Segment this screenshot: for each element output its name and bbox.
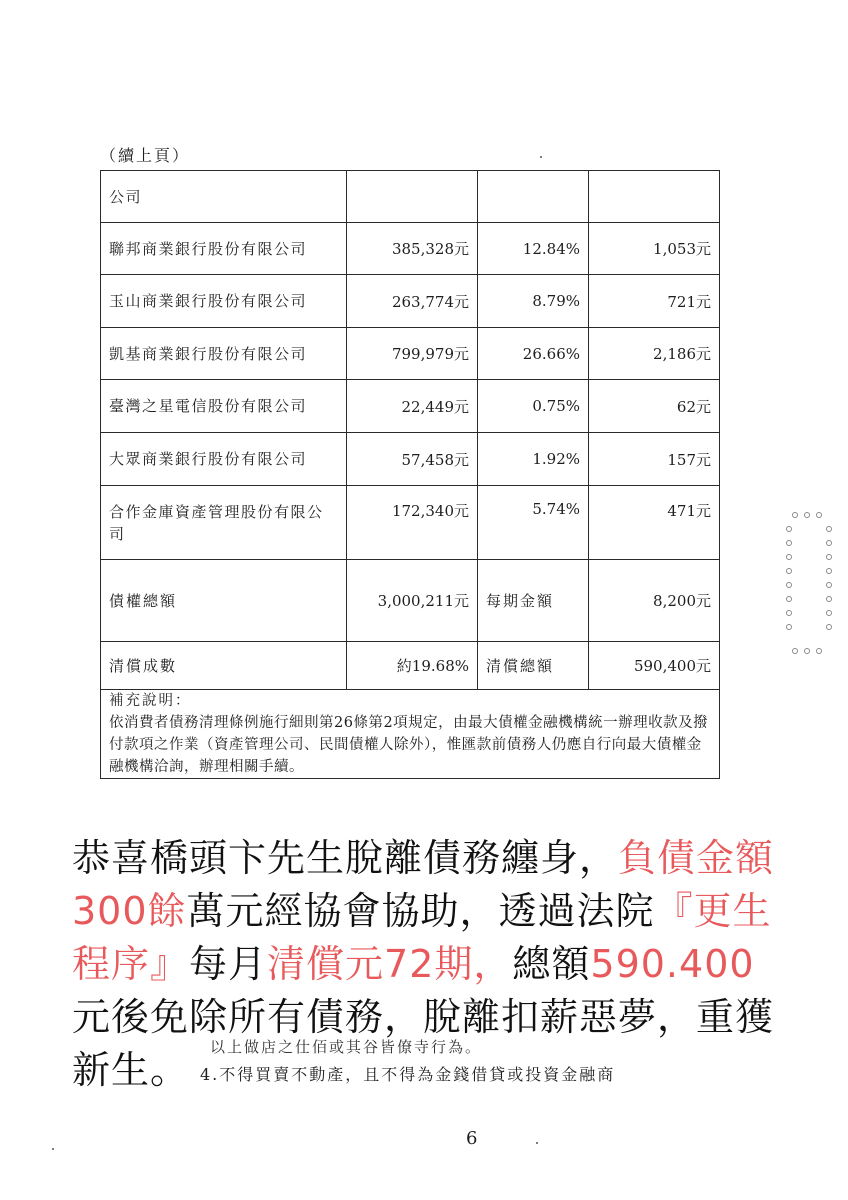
creditor-name: 合作金庫資產管理股份有限公司	[101, 486, 347, 560]
creditor-payment: 471元	[589, 486, 720, 560]
creditor-amount: 385,328元	[347, 223, 478, 275]
repay-rate-label: 清償成數	[101, 642, 347, 690]
table-row	[101, 328, 720, 380]
creditor-amount: 57,458元	[347, 433, 478, 486]
hole-mark	[786, 540, 792, 546]
rule-item-4: 4.不得買賣不動產，且不得為金錢借貸或投資金融商	[200, 1065, 616, 1084]
notes-cell	[101, 690, 720, 779]
creditor-name: 玉山商業銀行股份有限公司	[101, 275, 347, 328]
hole-mark	[792, 648, 798, 654]
installment-value: 8,200元	[589, 560, 720, 642]
hole-mark	[786, 582, 792, 588]
table-row	[101, 486, 720, 560]
hole-mark	[826, 554, 832, 560]
banner-highlight: 590.400	[590, 942, 755, 986]
hole-mark	[826, 596, 832, 602]
repay-total-value: 590,400元	[589, 642, 720, 690]
banner-highlight: 負債金額300餘	[72, 836, 775, 933]
creditor-amount: 263,774元	[347, 275, 478, 328]
repay-total-label: 清償總額	[478, 642, 589, 690]
creditor-ratio: 5.74%	[478, 486, 589, 560]
creditor-amount: 799,979元	[347, 328, 478, 380]
hole-mark	[826, 624, 832, 630]
total-debt-value: 3,000,211元	[347, 560, 478, 642]
banner-text: 總額	[512, 942, 591, 986]
creditor-table	[100, 170, 720, 779]
creditor-name: 凱基商業銀行股份有限公司	[101, 328, 347, 380]
banner-highlight: 『更生程序』	[72, 889, 772, 986]
continued-label: （續上頁）	[100, 146, 191, 165]
scan-speck	[52, 1148, 54, 1150]
creditor-ratio	[478, 171, 589, 223]
hole-mark	[786, 624, 792, 630]
creditor-ratio: 8.79%	[478, 275, 589, 328]
hole-mark	[816, 512, 822, 518]
binding-holes-decoration	[786, 512, 836, 657]
total-debt-label: 債權總額	[101, 560, 347, 642]
congratulations-banner	[72, 832, 792, 1097]
table-row	[101, 380, 720, 433]
hole-mark	[804, 512, 810, 518]
creditor-amount: 172,340元	[347, 486, 478, 560]
hole-mark	[786, 610, 792, 616]
creditor-payment: 62元	[589, 380, 720, 433]
table-row	[101, 223, 720, 275]
table-row	[101, 433, 720, 486]
partial-rule-line: 以上做店之仕佰或其谷皆僚寺行為。	[210, 1038, 483, 1054]
hole-mark	[826, 526, 832, 532]
creditor-payment	[589, 171, 720, 223]
banner-text: 恭喜橋頭卞先生脫離債務纏身，	[72, 836, 619, 880]
hole-mark	[792, 512, 798, 518]
notes-heading: 補充說明：	[109, 693, 192, 709]
hole-mark	[786, 568, 792, 574]
banner-text: 每月	[189, 942, 268, 986]
creditor-amount	[347, 171, 478, 223]
banner-text: 元後免除所有債務，脫離扣薪惡夢，重獲新生。	[72, 995, 775, 1092]
creditor-payment: 1,053元	[589, 223, 720, 275]
hole-mark	[826, 568, 832, 574]
scan-speck	[540, 156, 542, 158]
creditor-ratio: 12.84%	[478, 223, 589, 275]
installment-label: 每期金額	[478, 560, 589, 642]
page-number: 6	[466, 1128, 478, 1149]
hole-mark	[826, 540, 832, 546]
banner-text: 萬元經協會協助，透過法院	[186, 889, 655, 933]
repay-rate-value: 約19.68%	[347, 642, 478, 690]
hole-mark	[826, 610, 832, 616]
hole-mark	[786, 526, 792, 532]
hole-mark	[826, 582, 832, 588]
totals-row	[101, 560, 720, 642]
creditor-amount: 22,449元	[347, 380, 478, 433]
creditor-payment: 157元	[589, 433, 720, 486]
hole-mark	[804, 648, 810, 654]
table-row	[101, 171, 720, 223]
creditor-name: 公司	[101, 171, 347, 223]
banner-highlight: 清償元72期，	[267, 942, 513, 986]
creditor-ratio: 26.66%	[478, 328, 589, 380]
creditor-ratio: 0.75%	[478, 380, 589, 433]
notes-body: 依消費者債務清理條例施行細則第26條第2項規定，由最大債權金融機構統一辦理收款及撥付款項之作業（資產管理公司、民間債權人除外），惟匯款前債務人仍應自行向最大債權金融機構洽詢，辦理相關手續。	[109, 715, 709, 775]
creditor-name: 聯邦商業銀行股份有限公司	[101, 223, 347, 275]
creditor-name: 大眾商業銀行股份有限公司	[101, 433, 347, 486]
creditor-name: 臺灣之星電信股份有限公司	[101, 380, 347, 433]
table-row	[101, 275, 720, 328]
creditor-payment: 2,186元	[589, 328, 720, 380]
notes-row	[101, 690, 720, 779]
hole-mark	[786, 596, 792, 602]
creditor-payment: 721元	[589, 275, 720, 328]
creditor-ratio: 1.92%	[478, 433, 589, 486]
totals-row	[101, 642, 720, 690]
hole-mark	[786, 554, 792, 560]
scan-speck	[536, 1142, 538, 1144]
hole-mark	[816, 648, 822, 654]
